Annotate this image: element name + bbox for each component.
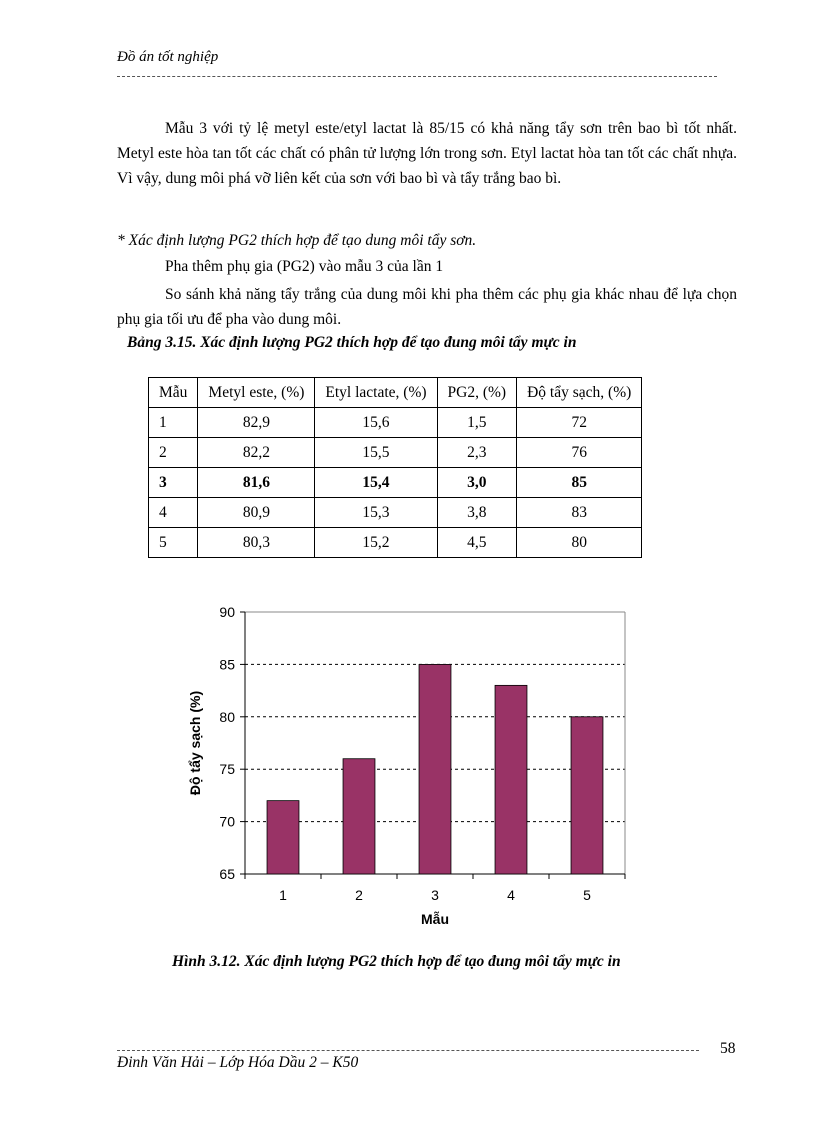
table-cell: 15,4	[315, 468, 437, 498]
table-row	[149, 408, 642, 438]
table-row	[149, 438, 642, 468]
section-heading: * Xác định lượng PG2 thích hợp để tạo dung môi tẩy sơn.	[117, 232, 477, 249]
table-header-cell: Mẫu	[149, 378, 198, 408]
x-tick-label: 2	[355, 887, 363, 903]
header-title: Đồ án tốt nghiệp	[117, 49, 219, 65]
y-axis-label: Độ tẩy sạch (%)	[187, 690, 203, 796]
table-cell: 3,0	[437, 468, 517, 498]
bar	[267, 801, 299, 874]
table-row	[149, 528, 642, 558]
x-axis-label: Mẫu	[421, 911, 449, 927]
table-row-highlighted	[149, 468, 642, 498]
table-cell: 83	[517, 498, 642, 528]
table-cell: 1,5	[437, 408, 517, 438]
paragraph-1	[117, 116, 737, 191]
bar	[571, 717, 603, 874]
x-tick-label: 4	[507, 887, 515, 903]
bar-chart	[180, 595, 640, 940]
footer-divider	[117, 1050, 699, 1051]
body-line-1: Pha thêm phụ gia (PG2) vào mẫu 3 của lần 1	[165, 258, 444, 275]
y-tick-label: 75	[219, 761, 235, 778]
x-tick-label: 5	[583, 887, 591, 903]
table-header-row	[149, 378, 642, 408]
table-cell: 4	[149, 498, 198, 528]
y-tick-label: 65	[219, 866, 235, 882]
y-tick-label: 85	[219, 656, 235, 673]
table-cell: 3,8	[437, 498, 517, 528]
header-divider	[117, 76, 717, 77]
table-cell: 80,3	[198, 528, 315, 558]
footer-author: Đinh Văn Hải – Lớp Hóa Dầu 2 – K50	[117, 1054, 359, 1071]
table-header-cell: Độ tẩy sạch, (%)	[517, 378, 642, 408]
bar	[419, 664, 451, 874]
table-cell: 3	[149, 468, 198, 498]
table-cell: 80	[517, 528, 642, 558]
paragraph-2	[117, 282, 737, 332]
page-number: 58	[720, 1040, 736, 1057]
table-cell: 15,2	[315, 528, 437, 558]
y-tick-label: 80	[219, 708, 235, 725]
y-tick-label: 90	[219, 604, 235, 620]
table-cell: 82,2	[198, 438, 315, 468]
y-tick-label: 70	[219, 813, 235, 830]
table-cell: 2	[149, 438, 198, 468]
table-cell: 1	[149, 408, 198, 438]
table-cell: 82,9	[198, 408, 315, 438]
table-header-cell: Etyl lactate, (%)	[315, 378, 437, 408]
table-cell: 5	[149, 528, 198, 558]
table-cell: 72	[517, 408, 642, 438]
bar	[495, 685, 527, 874]
table-row	[149, 498, 642, 528]
bar	[343, 759, 375, 874]
table-cell: 85	[517, 468, 642, 498]
table-cell: 4,5	[437, 528, 517, 558]
table-cell: 15,5	[315, 438, 437, 468]
figure-caption: Hình 3.12. Xác định lượng PG2 thích hợp để tạo đung môi tẩy mực in	[172, 953, 621, 970]
table-cell: 2,3	[437, 438, 517, 468]
x-tick-label: 1	[279, 887, 287, 903]
table-header-cell: Metyl este, (%)	[198, 378, 315, 408]
table-cell: 76	[517, 438, 642, 468]
paragraph-2-text: So sánh khả năng tẩy trắng của dung môi khi pha thêm các phụ gia khác nhau để lựa chọn phụ gia tối ưu để pha vào dung môi.	[117, 286, 737, 328]
table-cell: 15,6	[315, 408, 437, 438]
table-cell: 81,6	[198, 468, 315, 498]
paragraph-1-text: Mẫu 3 với tỷ lệ metyl este/etyl lactat là 85/15 có khả năng tẩy sơn trên bao bì tốt nhất. Metyl este hòa tan tốt các chất có phân tử lượng lớn trong sơn. Etyl lactat hòa tan tốt các chất nhựa. Vì vậy, dung môi phá vỡ liên kết của sơn với bao bì và tẩy trắng bao bì.	[117, 120, 737, 187]
table-cell: 15,3	[315, 498, 437, 528]
table-caption: Bảng 3.15. Xác định lượng PG2 thích hợp để tạo đung môi tẩy mực in	[127, 334, 577, 351]
table-header-cell: PG2, (%)	[437, 378, 517, 408]
table-cell: 80,9	[198, 498, 315, 528]
data-table	[148, 377, 642, 558]
x-tick-label: 3	[431, 887, 439, 903]
